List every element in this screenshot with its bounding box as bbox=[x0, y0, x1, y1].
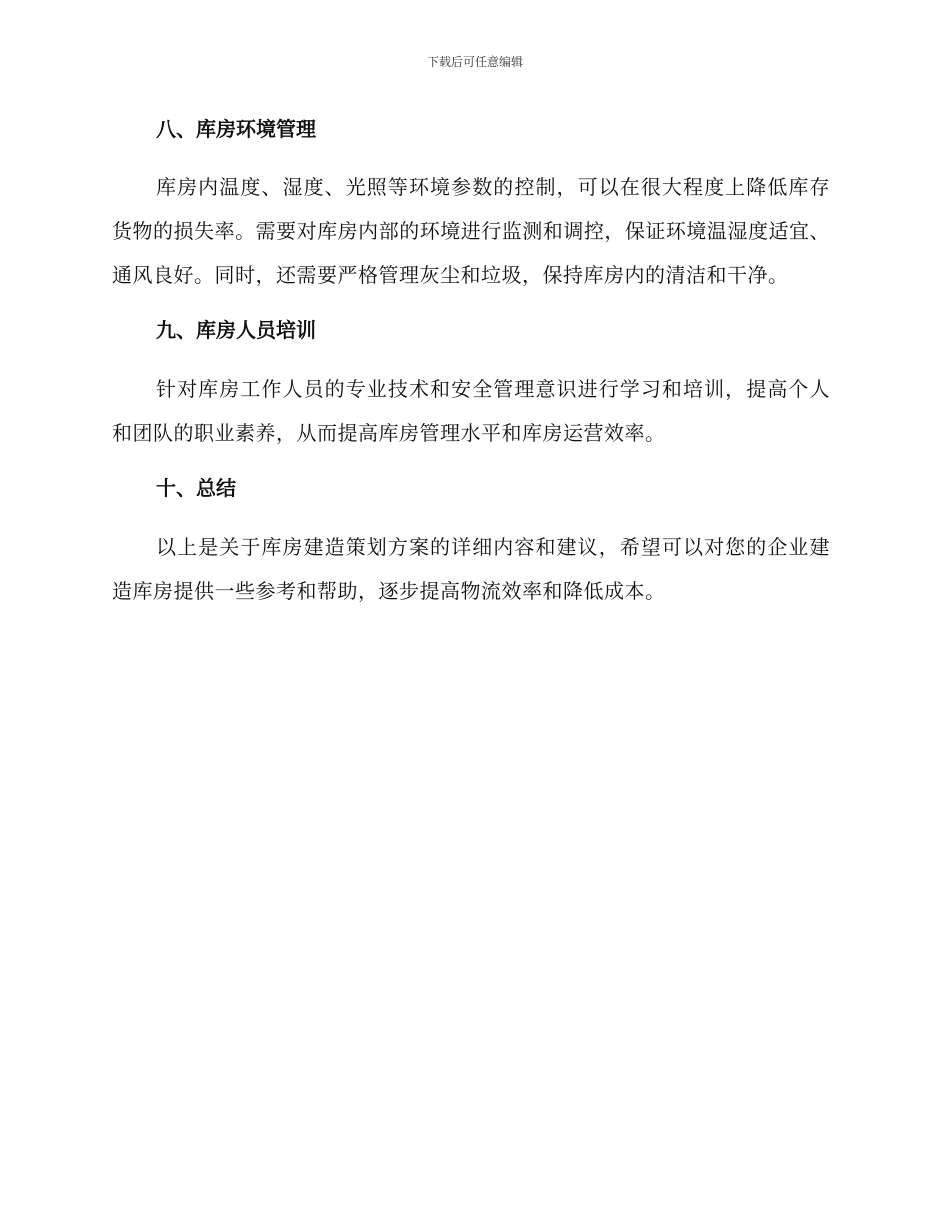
page-header: 下载后可任意编辑 bbox=[426, 55, 523, 69]
document-body bbox=[112, 112, 830, 613]
section-paragraph-training: 针对库房工作人员的专业技术和安全管理意识进行学习和培训，提高个人和团队的职业素养，从而提高库房管理水平和库房运营效率。 bbox=[112, 377, 830, 445]
section-heading-training: 九、库房人员培训 bbox=[156, 318, 316, 342]
section-paragraph-environment: 库房内温度、湿度、光照等环境参数的控制，可以在很大程度上降低库存货物的损失率。需要对库房内部的环境进行监测和调控，保证环境温湿度适宜、通风良好。同时，还需要严格管理灰尘和垃圾，保持库房内的清洁和干净。 bbox=[112, 175, 830, 287]
section-heading-environment: 八、库房环境管理 bbox=[156, 117, 316, 141]
section-paragraph-summary: 以上是关于库房建造策划方案的详细内容和建议，希望可以对您的企业建造库房提供一些参考和帮助，逐步提高物流效率和降低成本。 bbox=[112, 535, 830, 603]
section-heading-summary: 十、总结 bbox=[156, 476, 236, 500]
